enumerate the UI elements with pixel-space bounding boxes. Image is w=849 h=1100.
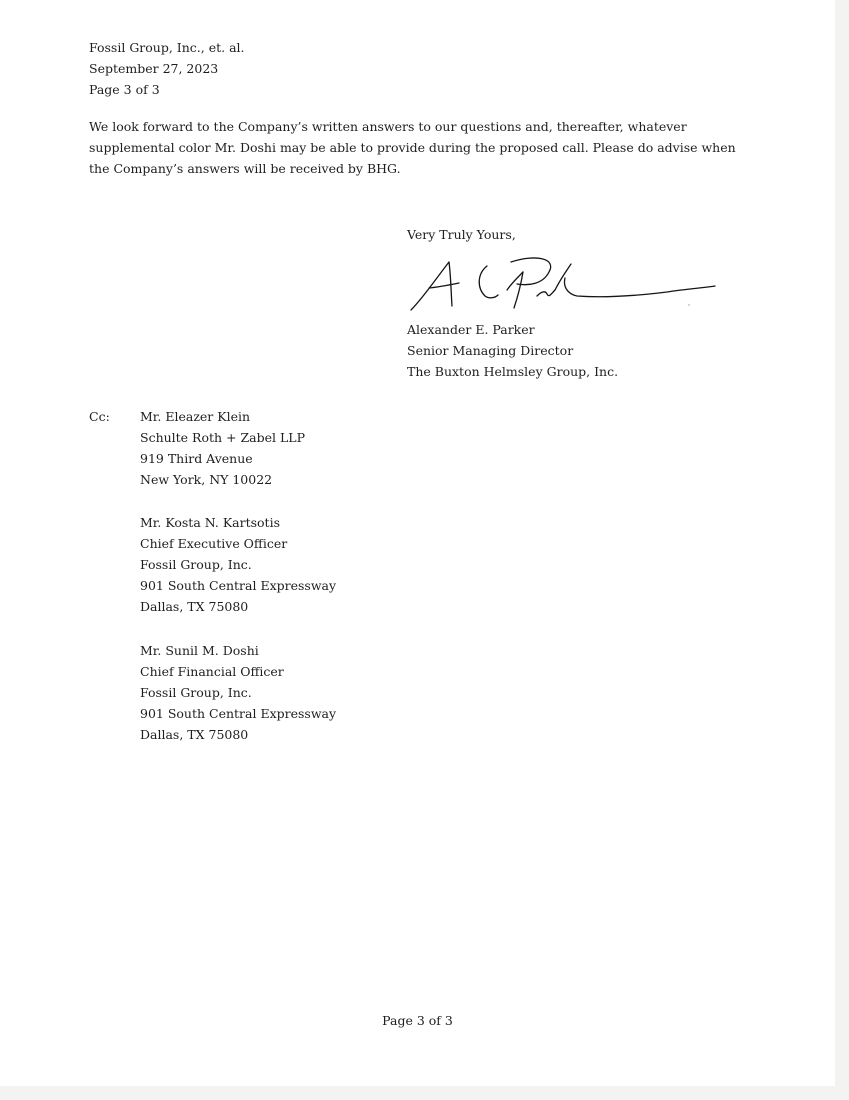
signer-company: The Buxton Helmsley Group, Inc.	[407, 364, 619, 379]
cc-recipient-name: Mr. Eleazer Klein	[140, 409, 251, 424]
cc-recipient-line: Chief Executive Officer	[140, 536, 288, 551]
cc-recipient-line: Chief Financial Officer	[140, 664, 284, 679]
cc-recipient-name: Mr. Sunil M. Doshi	[140, 643, 259, 658]
cc-recipient-line: Fossil Group, Inc.	[140, 685, 252, 700]
cc-recipient-line: 919 Third Avenue	[140, 451, 253, 466]
cc-recipient	[140, 406, 305, 490]
body-paragraph: We look forward to the Company’s written answers to our questions and, thereafter, whatever supplemental color Mr. Doshi may be able to provide during the proposed call. Please do advise when the Company’s answers will be received by BHG.	[89, 119, 736, 176]
cc-label: Cc:	[89, 409, 110, 424]
cc-recipient-line: New York, NY 10022	[140, 472, 273, 487]
cc-recipient-line: Fossil Group, Inc.	[140, 557, 252, 572]
signer-block	[407, 319, 618, 382]
letter-header	[89, 37, 245, 100]
cc-recipient	[140, 640, 336, 745]
cc-recipient-line: Dallas, TX 75080	[140, 727, 249, 742]
header-company: Fossil Group, Inc., et. al.	[89, 40, 245, 55]
header-page-number: Page 3 of 3	[89, 82, 160, 97]
cc-recipient	[140, 512, 336, 617]
cc-recipient-line: Schulte Roth + Zabel LLP	[140, 430, 306, 445]
header-date: September 27, 2023	[89, 61, 219, 76]
handwritten-signature	[405, 248, 735, 322]
cc-recipient-line: 901 South Central Expressway	[140, 578, 337, 593]
signer-name: Alexander E. Parker	[407, 322, 535, 337]
cc-recipient-name: Mr. Kosta N. Kartsotis	[140, 515, 280, 530]
signer-title: Senior Managing Director	[407, 343, 574, 358]
footer-page-number: Page 3 of 3	[382, 1013, 453, 1028]
closing-salutation: Very Truly Yours,	[407, 227, 516, 242]
cc-recipient-line: 901 South Central Expressway	[140, 706, 337, 721]
cc-recipient-line: Dallas, TX 75080	[140, 599, 249, 614]
